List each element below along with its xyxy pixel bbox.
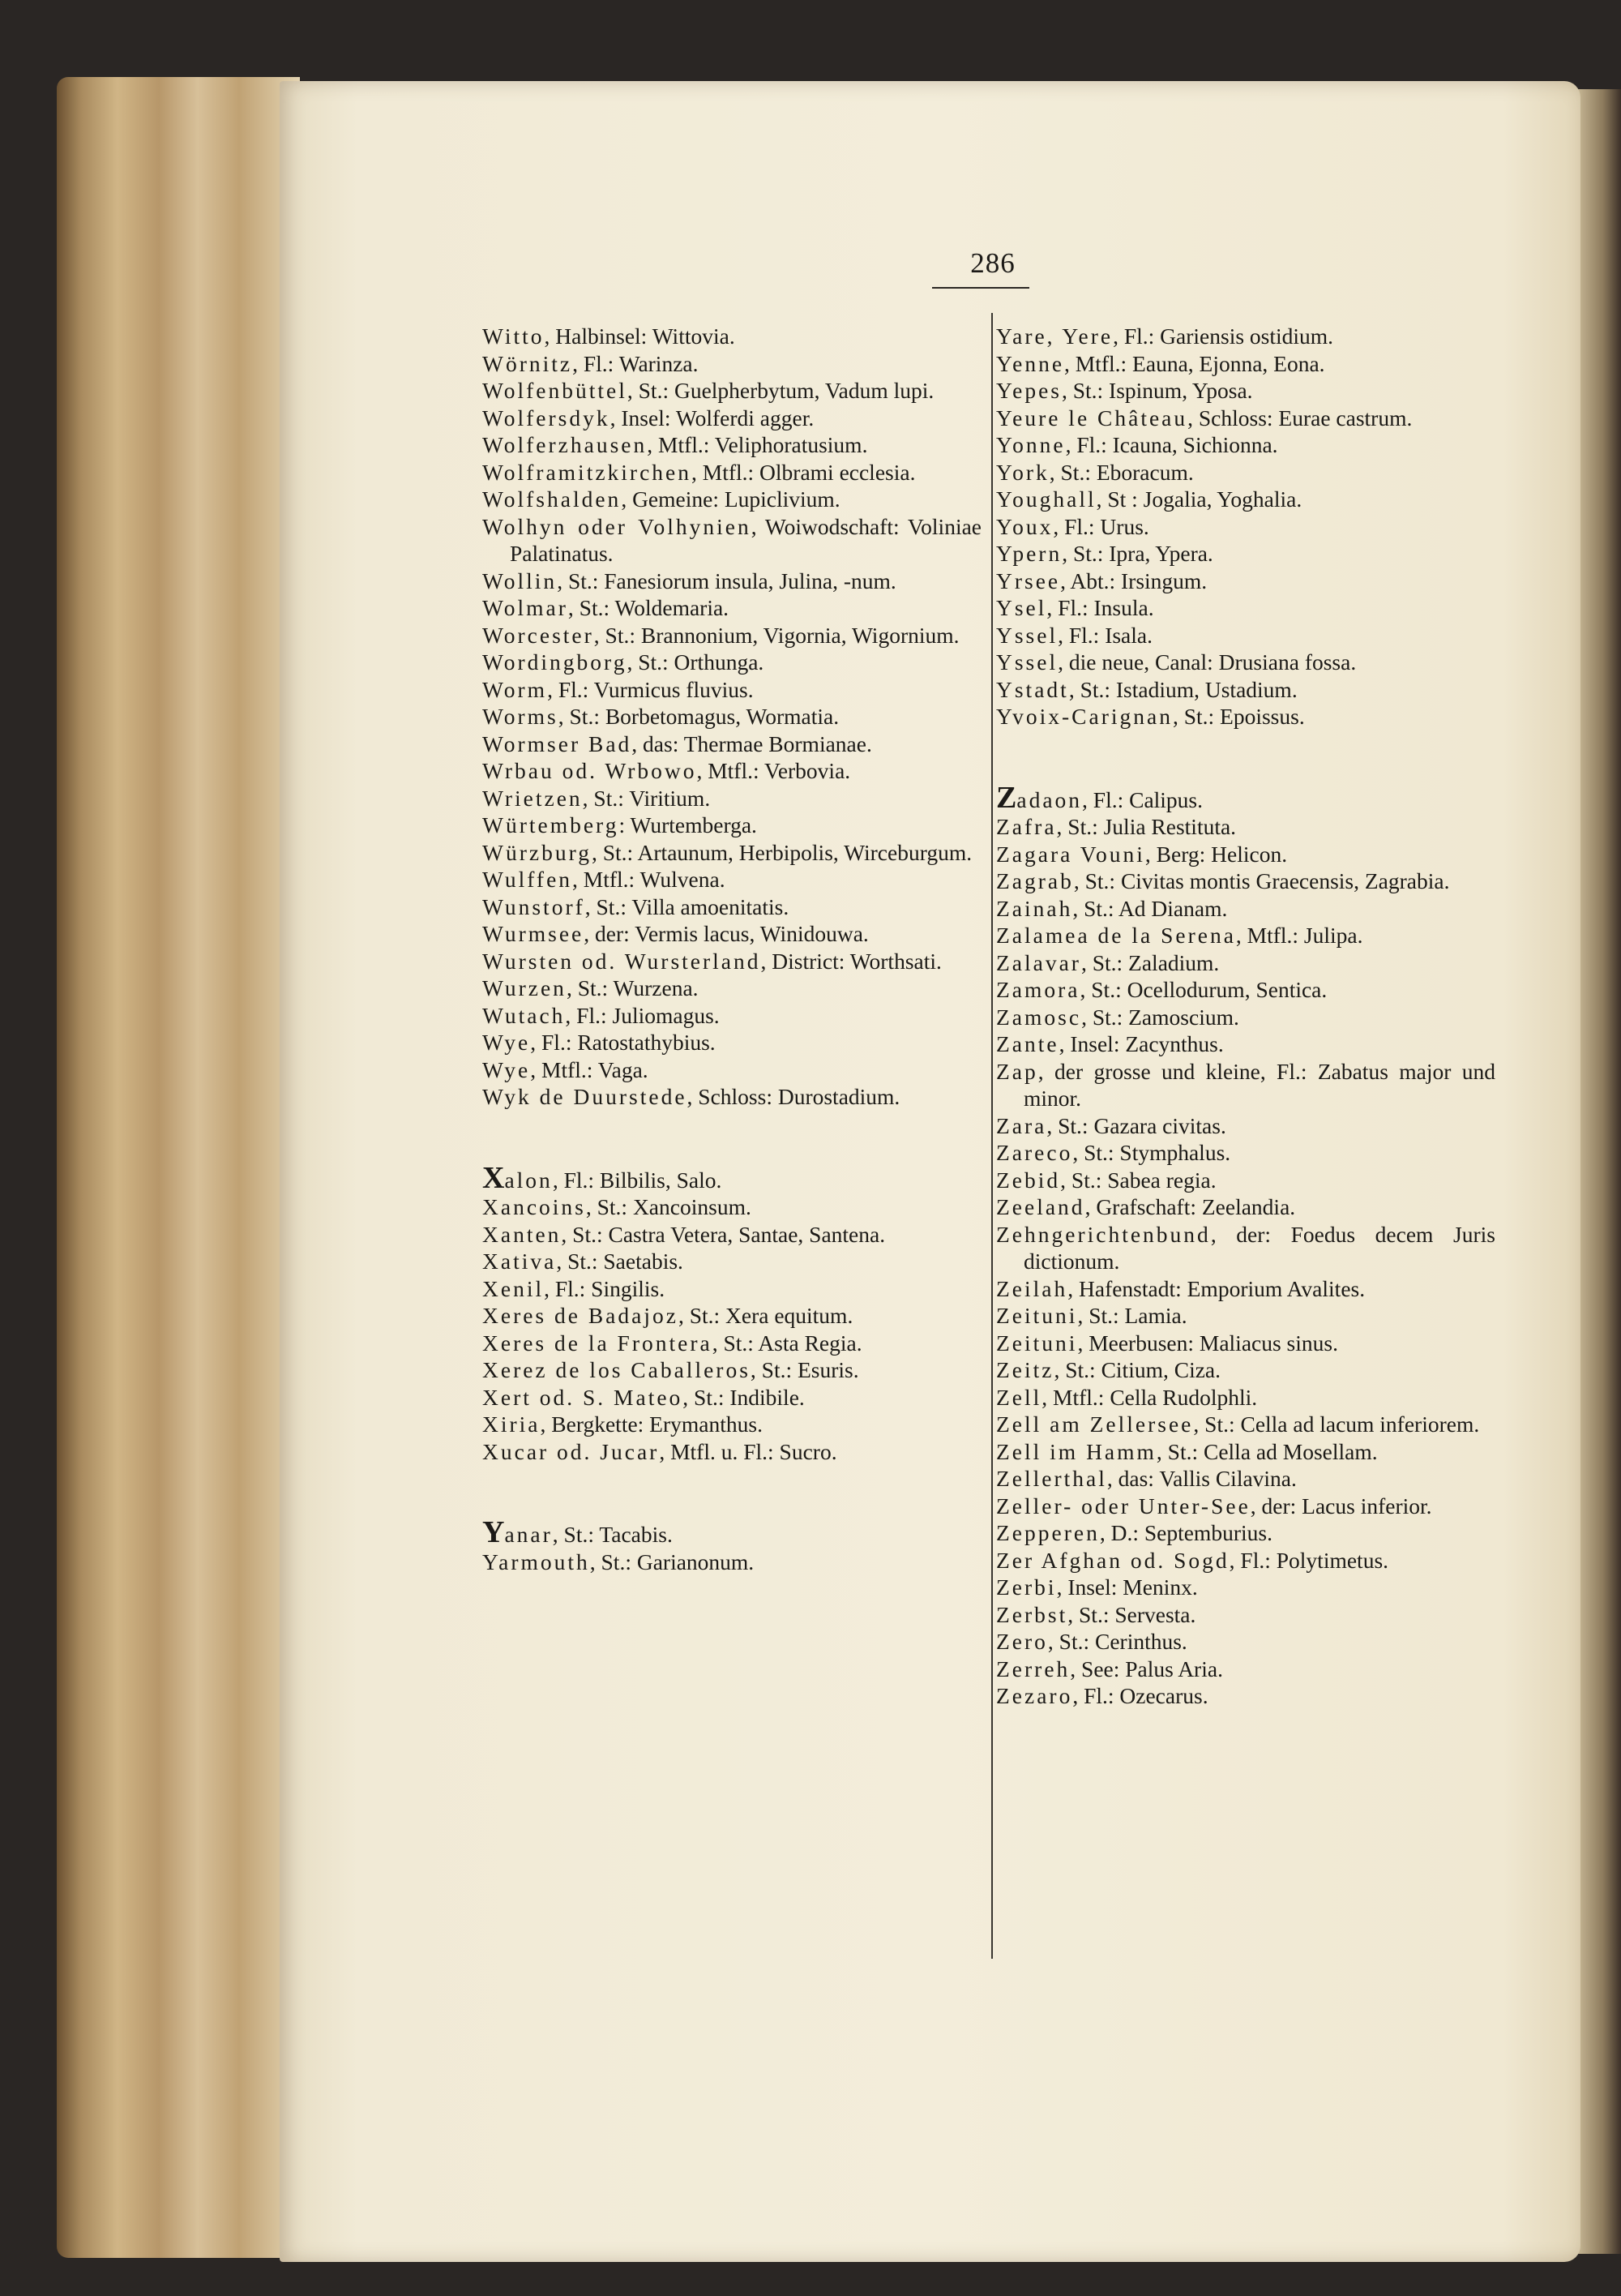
- dictionary-entry: [996, 1302, 1495, 1330]
- entry-definition: , St.: Ipra, Ypera.: [1062, 541, 1213, 566]
- entry-definition: , D.: Septemburius.: [1099, 1520, 1272, 1545]
- entry-headword: Zante: [996, 1031, 1059, 1056]
- dictionary-entry: [482, 1356, 982, 1384]
- entry-headword: Zainah: [996, 895, 1073, 921]
- entry-headword: Zara: [996, 1112, 1047, 1138]
- dictionary-entry: [996, 1493, 1495, 1520]
- entry-headword: Zagrab: [996, 868, 1074, 893]
- entry-definition: , St : Jogalia, Yoghalia.: [1096, 486, 1302, 512]
- entry-headword: Wolfshalden: [482, 486, 622, 512]
- entry-definition: , St.: Stymphalus.: [1072, 1140, 1231, 1165]
- entry-definition: , Fl.: Ratostathybius.: [530, 1030, 716, 1055]
- entry-headword: Wormser Bad: [482, 730, 632, 756]
- dictionary-entry: [482, 1083, 982, 1111]
- dictionary-entry: [482, 676, 982, 704]
- entry-headword: Yrsee: [996, 568, 1061, 593]
- entry-definition: , Insel: Meninx.: [1056, 1574, 1198, 1600]
- entry-definition: , St.: Esuris.: [750, 1357, 859, 1382]
- entry-definition: , St.: Sabea regia.: [1060, 1167, 1217, 1193]
- entry-headword: Zeituni: [996, 1303, 1078, 1328]
- entry-definition: , Fl.: Vurmicus fluvius.: [547, 676, 754, 702]
- dictionary-entry: [482, 1302, 982, 1330]
- entry-definition: , Fl.: Singilis.: [544, 1275, 665, 1301]
- entry-headword: Wollin: [482, 568, 558, 593]
- entry-definition: , St.: Julia Restituta.: [1056, 814, 1237, 839]
- entry-headword: Wolfenbüttel: [482, 378, 627, 403]
- entry-definition: , St.: Asta Regia.: [712, 1330, 862, 1356]
- entry-headword: anar: [504, 1522, 553, 1547]
- dictionary-entry: [482, 703, 982, 730]
- dictionary-entry: [996, 895, 1495, 923]
- entry-headword: Xiria: [482, 1411, 541, 1437]
- entry-definition: : Wurtemberga.: [618, 812, 757, 837]
- entry-definition: , St.: Epoissus.: [1172, 704, 1305, 729]
- entry-group-z: [996, 780, 1495, 1710]
- dictionary-entry: [482, 1160, 982, 1195]
- entry-definition: , St.: Citium, Ciza.: [1054, 1357, 1221, 1382]
- entry-headword: Xenil: [482, 1275, 545, 1301]
- entry-headword: Wolframitzkirchen: [482, 459, 692, 485]
- page-number: 286: [970, 247, 1016, 279]
- entry-headword: Zap: [996, 1058, 1038, 1084]
- entry-headword: Zamora: [996, 977, 1080, 1002]
- section-gap: [482, 1111, 982, 1165]
- entry-headword: Yepes: [996, 378, 1062, 403]
- section-initial-letter: Z: [996, 780, 1017, 815]
- entry-headword: Zeitz: [996, 1357, 1054, 1382]
- dictionary-entry: [996, 1030, 1495, 1058]
- entry-headword: Zell im Hamm: [996, 1438, 1157, 1464]
- dictionary-entry: [482, 1029, 982, 1056]
- dictionary-entry: [996, 1139, 1495, 1167]
- entry-definition: , District: Worthsati.: [760, 948, 942, 974]
- entry-definition: , St.: Ispinum, Yposa.: [1061, 378, 1253, 403]
- dictionary-entry: [482, 1248, 982, 1275]
- dictionary-entry: [996, 1356, 1495, 1384]
- entry-headword: Yssel: [996, 622, 1059, 648]
- entry-definition: , Mtfl.: Wulvena.: [572, 867, 725, 892]
- entry-headword: Zero: [996, 1629, 1048, 1654]
- entry-headword: Zehngerichtenbund: [996, 1221, 1211, 1247]
- entry-definition: , St.: Garianonum.: [589, 1549, 755, 1574]
- entry-definition: , Fl.: Juliomagus.: [565, 1002, 720, 1028]
- entry-headword: Yeure le Château: [996, 405, 1188, 430]
- entry-definition: , St.: Istadium, Ustadium.: [1068, 676, 1298, 702]
- dictionary-entry: [482, 1221, 982, 1249]
- entry-headword: Zellerthal: [996, 1466, 1107, 1491]
- dictionary-entry: [996, 976, 1495, 1004]
- entry-group-y: [482, 1515, 982, 1575]
- entry-headword: Wulffen: [482, 867, 573, 892]
- entry-definition: , Mtfl.: Verbovia.: [696, 758, 851, 783]
- entry-headword: Youx: [996, 513, 1054, 539]
- dictionary-entry: [482, 1002, 982, 1030]
- entry-definition: , Mtfl.: Cella Rudolphli.: [1041, 1384, 1258, 1410]
- dictionary-entry: [482, 568, 982, 595]
- entry-definition: , St.: Civitas montis Graecensis, Zagrabia.: [1073, 868, 1450, 893]
- entry-definition: , Grafschaft: Zeelandia.: [1084, 1194, 1296, 1219]
- entry-headword: Wye: [482, 1056, 531, 1082]
- entry-headword: Wordingborg: [482, 649, 627, 675]
- dictionary-entry: [482, 350, 982, 378]
- dictionary-entry: [996, 1193, 1495, 1221]
- entry-headword: Youghall: [996, 486, 1097, 512]
- dictionary-entry: [482, 1549, 982, 1576]
- dictionary-entry: [996, 1656, 1495, 1683]
- dictionary-entry: [482, 622, 982, 649]
- dictionary-entry: [482, 513, 982, 568]
- entry-headword: Wrietzen: [482, 785, 583, 811]
- entry-definition: , St.: Indibile.: [682, 1384, 805, 1410]
- entry-headword: Wyk de Duurstede: [482, 1084, 687, 1109]
- dictionary-entry: [482, 839, 982, 867]
- entry-definition: , Schloss: Durostadium.: [686, 1084, 900, 1109]
- entry-definition: , Fl.: Urus.: [1053, 513, 1149, 539]
- left-column: [482, 323, 982, 1575]
- entry-headword: Zareco: [996, 1140, 1073, 1165]
- dictionary-entry: [482, 649, 982, 676]
- entry-definition: , Insel: Zacynthus.: [1059, 1031, 1224, 1056]
- entry-definition: , Mtfl. u. Fl.: Sucro.: [659, 1438, 837, 1464]
- dictionary-entry: [482, 1330, 982, 1357]
- entry-definition: , Insel: Wolferdi agger.: [609, 405, 815, 430]
- dictionary-entry: [482, 323, 982, 350]
- dictionary-entry: [996, 922, 1495, 949]
- entry-headword: Xeres de Badajoz: [482, 1303, 678, 1328]
- entry-definition: , Mtfl.: Eauna, Ejonna, Eona.: [1064, 350, 1325, 376]
- entry-definition: , Berg: Helicon.: [1144, 841, 1288, 867]
- entry-definition: , St.: Viritium.: [582, 785, 711, 811]
- entry-headword: Yare, Yere: [996, 323, 1114, 349]
- entry-definition: , St.: Lamia.: [1077, 1303, 1187, 1328]
- entry-headword: Xeres de la Frontera: [482, 1330, 712, 1356]
- dictionary-entry: [482, 1056, 982, 1084]
- dictionary-entry: [996, 703, 1495, 730]
- entry-headword: Yonne: [996, 432, 1066, 457]
- entry-definition: , St.: Gazara civitas.: [1046, 1112, 1226, 1138]
- entry-definition: , Meerbusen: Maliacus sinus.: [1077, 1330, 1338, 1356]
- entry-definition: , die neue, Canal: Drusiana fossa.: [1058, 649, 1357, 675]
- dictionary-entry: [482, 1438, 982, 1466]
- entry-headword: adaon: [1016, 786, 1083, 812]
- entry-headword: Zezaro: [996, 1683, 1073, 1708]
- dictionary-entry: [996, 1384, 1495, 1411]
- entry-definition: , das: Thermae Bormianae.: [631, 730, 872, 756]
- entry-definition: , Fl.: Ozecarus.: [1072, 1683, 1208, 1708]
- entry-definition: , St.: Guelpherbytum, Vadum lupi.: [627, 378, 935, 403]
- entry-definition: , St.: Ocellodurum, Sentica.: [1080, 977, 1328, 1002]
- entry-definition: , St.: Cella ad lacum inferiorem.: [1193, 1411, 1480, 1437]
- entry-definition: , See: Palus Aria.: [1070, 1656, 1223, 1681]
- dictionary-entry: [996, 1601, 1495, 1629]
- entry-headword: Yvoix-Carignan: [996, 704, 1173, 729]
- entry-definition: , St.: Eboracum.: [1049, 459, 1194, 485]
- dictionary-entry: [996, 568, 1495, 595]
- dictionary-entry: [482, 812, 982, 839]
- entry-definition: , St.: Servesta.: [1067, 1601, 1196, 1627]
- entry-headword: Zepperen: [996, 1520, 1100, 1545]
- entry-headword: Xucar od. Jucar: [482, 1438, 660, 1464]
- entry-headword: Zell am Zellersee: [996, 1411, 1194, 1437]
- entry-headword: Yssel: [996, 649, 1059, 675]
- entry-headword: Witto: [482, 323, 545, 349]
- dictionary-entry: [996, 350, 1495, 378]
- entry-headword: Ypern: [996, 541, 1063, 566]
- entry-headword: Zerbst: [996, 1601, 1068, 1627]
- facing-page-edge: [1576, 89, 1621, 2254]
- entry-definition: , St.: Orthunga.: [627, 649, 764, 675]
- dictionary-entry: [996, 405, 1495, 432]
- entry-headword: Zafra: [996, 814, 1057, 839]
- entry-headword: Zalavar: [996, 949, 1081, 975]
- entry-headword: Wunstorf: [482, 893, 585, 919]
- entry-headword: Xancoins: [482, 1194, 586, 1219]
- entry-headword: Ysel: [996, 595, 1047, 620]
- entry-definition: , der: Lacus inferior.: [1250, 1493, 1432, 1519]
- dictionary-entry: [996, 323, 1495, 350]
- entry-definition: , Fl.: Icauna, Sichionna.: [1065, 432, 1278, 457]
- dictionary-entry: [482, 431, 982, 459]
- entry-definition: , der: Foedus decem Juris dictionum.: [1024, 1221, 1495, 1274]
- entry-definition: , Woiwodschaft: Voliniae Palatinatus.: [510, 513, 982, 566]
- dictionary-entry: [996, 1112, 1495, 1140]
- entry-definition: , Schloss: Eurae castrum.: [1187, 405, 1413, 430]
- dictionary-entry: [996, 1682, 1495, 1710]
- entry-definition: , St.: Zamoscium.: [1081, 1004, 1239, 1030]
- entry-definition: , der: Vermis lacus, Winidouwa.: [584, 921, 869, 946]
- dictionary-entry: [482, 1411, 982, 1438]
- entry-headword: alon: [504, 1167, 553, 1193]
- dictionary-entry: [996, 594, 1495, 622]
- dictionary-entry: [996, 1628, 1495, 1656]
- entry-definition: , St.: Xera equitum.: [678, 1303, 853, 1328]
- entry-headword: Zerbi: [996, 1574, 1057, 1600]
- entry-headword: Wolfersdyk: [482, 405, 610, 430]
- entry-headword: Zerreh: [996, 1656, 1071, 1681]
- entry-headword: Wolmar: [482, 595, 568, 620]
- dictionary-entry: [996, 513, 1495, 541]
- entry-definition: , Bergkette: Erymanthus.: [540, 1411, 763, 1437]
- entry-group-w: [482, 323, 982, 1111]
- entry-headword: Würtemberg: [482, 812, 619, 837]
- entry-group-x: [482, 1160, 982, 1466]
- entry-headword: Würzburg: [482, 839, 592, 865]
- entry-headword: Zebid: [996, 1167, 1061, 1193]
- dictionary-entry: [996, 1004, 1495, 1031]
- entry-headword: Wrbau od. Wrbowo: [482, 758, 697, 783]
- entry-definition: , Fl.: Warinza.: [572, 350, 699, 376]
- entry-definition: , der grosse und kleine, Fl.: Zabatus major und minor.: [1024, 1058, 1495, 1111]
- entry-headword: Yarmouth: [482, 1549, 590, 1574]
- entry-headword: Xativa: [482, 1249, 557, 1274]
- dictionary-entry: [482, 948, 982, 975]
- book-page-edges: [57, 77, 300, 2258]
- entry-definition: , Mtfl.: Veliphoratusium.: [647, 432, 868, 457]
- dictionary-entry: [482, 730, 982, 758]
- entry-definition: , Fl.: Bilbilis, Salo.: [552, 1167, 722, 1193]
- dictionary-entry: [996, 780, 1495, 815]
- entry-headword: Xanten: [482, 1221, 562, 1247]
- entry-definition: , St.: Tacabis.: [552, 1522, 673, 1547]
- dictionary-entry: [996, 813, 1495, 841]
- dictionary-entry: [996, 841, 1495, 868]
- entry-headword: Wutach: [482, 1002, 566, 1028]
- dictionary-entry: [996, 1547, 1495, 1574]
- entry-headword: Zell: [996, 1384, 1042, 1410]
- dictionary-entry: [996, 1438, 1495, 1466]
- entry-headword: Wolhyn oder Volhynien: [482, 513, 751, 539]
- dictionary-entry: [996, 676, 1495, 704]
- entry-definition: , St.: Villa amoenitatis.: [584, 893, 789, 919]
- entry-definition: , St.: Cerinthus.: [1047, 1629, 1187, 1654]
- entry-headword: Worms: [482, 704, 558, 729]
- dictionary-entry: [482, 1384, 982, 1411]
- page-number-rule: [932, 287, 1029, 289]
- dictionary-entry: [996, 486, 1495, 513]
- entry-definition: , Fl.: Polytimetus.: [1229, 1547, 1389, 1573]
- entry-headword: Zeilah: [996, 1275, 1068, 1301]
- dictionary-entry: [996, 649, 1495, 676]
- entry-definition: , Gemeine: Lupiclivium.: [621, 486, 840, 512]
- dictionary-entry: [482, 975, 982, 1002]
- entry-definition: , Fl.: Gariensis ostidium.: [1113, 323, 1334, 349]
- entry-headword: Zagara Vouni: [996, 841, 1145, 867]
- dictionary-entry: [996, 377, 1495, 405]
- section-initial-letter: X: [482, 1160, 505, 1195]
- entry-headword: Yenne: [996, 350, 1065, 376]
- entry-definition: , St.: Woldemaria.: [567, 595, 729, 620]
- entry-headword: York: [996, 459, 1050, 485]
- entry-headword: Zalamea de la Serena: [996, 923, 1236, 948]
- entry-definition: , Mtfl.: Olbrami ecclesia.: [691, 459, 916, 485]
- dictionary-entry: [482, 459, 982, 486]
- column-divider: [991, 313, 993, 1959]
- entry-definition: , St.: Saetabis.: [556, 1249, 683, 1274]
- dictionary-entry: [996, 540, 1495, 568]
- dictionary-entry: [482, 1193, 982, 1221]
- dictionary-entry: [996, 1058, 1495, 1112]
- entry-headword: Zer Afghan od. Sogd: [996, 1547, 1230, 1573]
- entry-group-y: [996, 323, 1495, 730]
- dictionary-entry: [482, 594, 982, 622]
- entry-definition: , St.: Fanesiorum insula, Julina, -num.: [557, 568, 896, 593]
- dictionary-entry: [996, 949, 1495, 977]
- section-initial-letter: Y: [482, 1515, 505, 1549]
- dictionary-entry: [482, 1515, 982, 1549]
- dictionary-entry: [482, 486, 982, 513]
- entry-definition: , Fl.: Calipus.: [1082, 786, 1204, 812]
- entry-headword: Worm: [482, 676, 548, 702]
- entry-definition: , Fl.: Insula.: [1046, 595, 1154, 620]
- dictionary-entry: [996, 1275, 1495, 1303]
- dictionary-entry: [996, 431, 1495, 459]
- dictionary-entry: [482, 757, 982, 785]
- entry-headword: Wörnitz: [482, 350, 573, 376]
- entry-headword: Zeituni: [996, 1330, 1078, 1356]
- entry-headword: Xert od. S. Mateo: [482, 1384, 683, 1410]
- right-column: [996, 323, 1495, 1710]
- dictionary-entry: [482, 405, 982, 432]
- dictionary-entry: [482, 893, 982, 921]
- entry-headword: Xerez de los Caballeros: [482, 1357, 751, 1382]
- entry-headword: Zamosc: [996, 1004, 1082, 1030]
- section-gap: [482, 1465, 982, 1519]
- dictionary-entry: [482, 866, 982, 893]
- dictionary-entry: [996, 867, 1495, 895]
- entry-definition: , Mtfl.: Vaga.: [530, 1056, 648, 1082]
- entry-definition: , St.: Borbetomagus, Wormatia.: [558, 704, 840, 729]
- dictionary-entry: [482, 1275, 982, 1303]
- dictionary-entry: [482, 377, 982, 405]
- entry-headword: Wurmsee: [482, 921, 584, 946]
- entry-headword: Wursten od. Wursterland: [482, 948, 761, 974]
- entry-definition: , Hafenstadt: Emporium Avalites.: [1067, 1275, 1366, 1301]
- entry-definition: , St.: Wurzena.: [566, 975, 699, 1000]
- dictionary-entry: [996, 1221, 1495, 1275]
- entry-definition: , Mtfl.: Julipa.: [1235, 923, 1363, 948]
- entry-headword: Ystadt: [996, 676, 1069, 702]
- dictionary-entry: [996, 1519, 1495, 1547]
- entry-definition: , St.: Brannonium, Vigornia, Wigornium.: [593, 622, 960, 648]
- dictionary-entry: [482, 920, 982, 948]
- entry-headword: Zeller- oder Unter-See: [996, 1493, 1251, 1519]
- entry-definition: , Abt.: Irsingum.: [1060, 568, 1208, 593]
- entry-definition: , St.: Zaladium.: [1080, 949, 1220, 975]
- dictionary-entry: [996, 1574, 1495, 1601]
- dictionary-entry: [996, 622, 1495, 649]
- entry-headword: Wolferzhausen: [482, 432, 648, 457]
- section-gap: [996, 730, 1495, 785]
- entry-headword: Worcester: [482, 622, 594, 648]
- dictionary-entry: [996, 1411, 1495, 1438]
- entry-headword: Zeeland: [996, 1194, 1085, 1219]
- entry-definition: , das: Vallis Cilavina.: [1106, 1466, 1297, 1491]
- dictionary-entry: [996, 1167, 1495, 1194]
- entry-definition: , Fl.: Isala.: [1058, 622, 1153, 648]
- entry-headword: Wurzen: [482, 975, 567, 1000]
- entry-definition: , St.: Artaunum, Herbipolis, Wirceburgum.: [591, 839, 973, 865]
- dictionary-entry: [996, 459, 1495, 486]
- entry-definition: , St.: Castra Vetera, Santae, Santena.: [561, 1221, 886, 1247]
- dictionary-entry: [996, 1330, 1495, 1357]
- entry-definition: , St.: Ad Dianam.: [1072, 895, 1228, 921]
- entry-definition: , St.: Xancoinsum.: [585, 1194, 751, 1219]
- entry-definition: , Halbinsel: Wittovia.: [544, 323, 735, 349]
- entry-definition: , St.: Cella ad Mosellam.: [1156, 1438, 1378, 1464]
- dictionary-entry: [482, 785, 982, 812]
- dictionary-entry: [996, 1465, 1495, 1493]
- entry-headword: Wye: [482, 1030, 531, 1055]
